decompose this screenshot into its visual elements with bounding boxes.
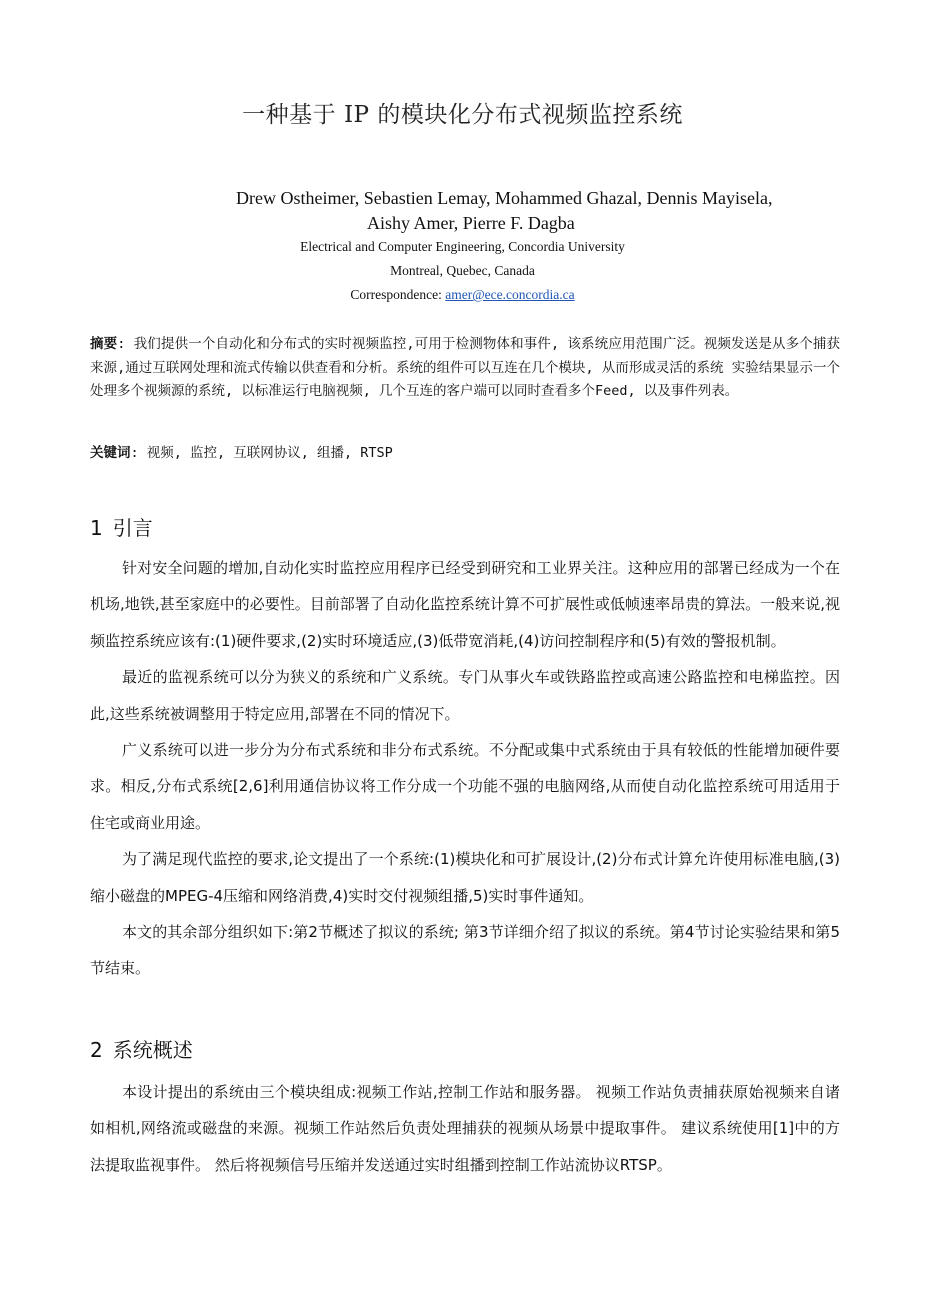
keywords	[90, 442, 840, 465]
paragraph: 广义系统可以进一步分为分布式系统和非分布式系统。不分配或集中式系统由于具有较低的性能增加硬件要求。相反,分布式系统[2,6]利用通信协议将工作分成一个功能不强的电脑网络,从而使自动化监控系统可用适用于住宅或商业用途。	[90, 741, 840, 832]
paper-title: 一种基于 IP 的模块化分布式视频监控系统	[242, 102, 683, 128]
section-2-body	[90, 1074, 840, 1183]
keywords-text: : 视频, 监控, 互联网协议, 组播, RTSP	[130, 445, 393, 461]
affiliation: Electrical and Computer Engineering, Concordia University	[300, 239, 625, 254]
authors-line-1: Drew Ostheimer, Sebastien Lemay, Mohammed Ghazal, Dennis Mayisela,	[236, 188, 773, 208]
location: Montreal, Quebec, Canada	[390, 263, 535, 278]
authors-line-2: Aishy Amer, Pierre F. Dagba	[367, 213, 575, 233]
abstract-text: : 我们提供一个自动化和分布式的实时视频监控,可用于检测物体和事件, 该系统应用范围广泛。视频发送是从多个捕获来源,通过互联网处理和流式传输以供查看和分析。系统的组件可以互连在几个模块, 从而形成灵活的系统 实验结果显示一个处理多个视频源的系统, 以标准运行电脑视频, 几个互连的客户端可以同时查看多个Feed, 以及事件列表。	[90, 336, 841, 399]
paragraph: 针对安全问题的增加,自动化实时监控应用程序已经受到研究和工业界关注。这种应用的部署已经成为一个在机场,地铁,甚至家庭中的必要性。目前部署了自动化监控系统计算不可扩展性或低帧速率昂贵的算法。一般来说,视频监控系统应该有:(1)硬件要求,(2)实时环境适应,(3)低带宽消耗,(4)访问控制程序和(5)有效的警报机制。	[90, 559, 840, 650]
author-list	[236, 186, 796, 236]
section-2-title: 系统概述	[112, 1038, 193, 1062]
section-1-body	[90, 550, 840, 987]
section-2-number: 2	[90, 1038, 103, 1062]
abstract	[90, 333, 840, 404]
section-1-title: 引言	[112, 516, 153, 540]
paragraph: 本设计提出的系统由三个模块组成:视频工作站,控制工作站和服务器。 视频工作站负责捕获原始视频来自诸如相机,网络流或磁盘的来源。视频工作站然后负责处理捕获的视频从场景中提取事件。 建议系统使用[1]中的方法提取监视事件。 然后将视频信号压缩并发送通过实时组播到控制工作站流协议RTSP。	[90, 1083, 840, 1174]
paragraph: 本文的其余部分组织如下:第2节概述了拟议的系统; 第3节详细介绍了拟议的系统。第4节讨论实验结果和第5节结束。	[90, 923, 840, 978]
section-1-number: 1	[90, 516, 103, 540]
section-1-heading	[90, 512, 153, 541]
paragraph: 为了满足现代监控的要求,论文提出了一个系统:(1)模块化和可扩展设计,(2)分布式计算允许使用标准电脑,(3)缩小磁盘的MPEG-4压缩和网络消费,4)实时交付视频组播,5)实时事件通知。	[90, 850, 840, 905]
keywords-label: 关键词	[90, 445, 131, 461]
abstract-label: 摘要	[90, 336, 118, 352]
correspondence	[0, 287, 925, 303]
section-2-heading	[90, 1034, 193, 1063]
correspondence-label: Correspondence:	[350, 287, 446, 302]
correspondence-email-link[interactable]: amer@ece.concordia.ca	[445, 287, 575, 302]
paragraph: 最近的监视系统可以分为狭义的系统和广义系统。专门从事火车或铁路监控或高速公路监控和电梯监控。因此,这些系统被调整用于特定应用,部署在不同的情况下。	[90, 668, 840, 723]
